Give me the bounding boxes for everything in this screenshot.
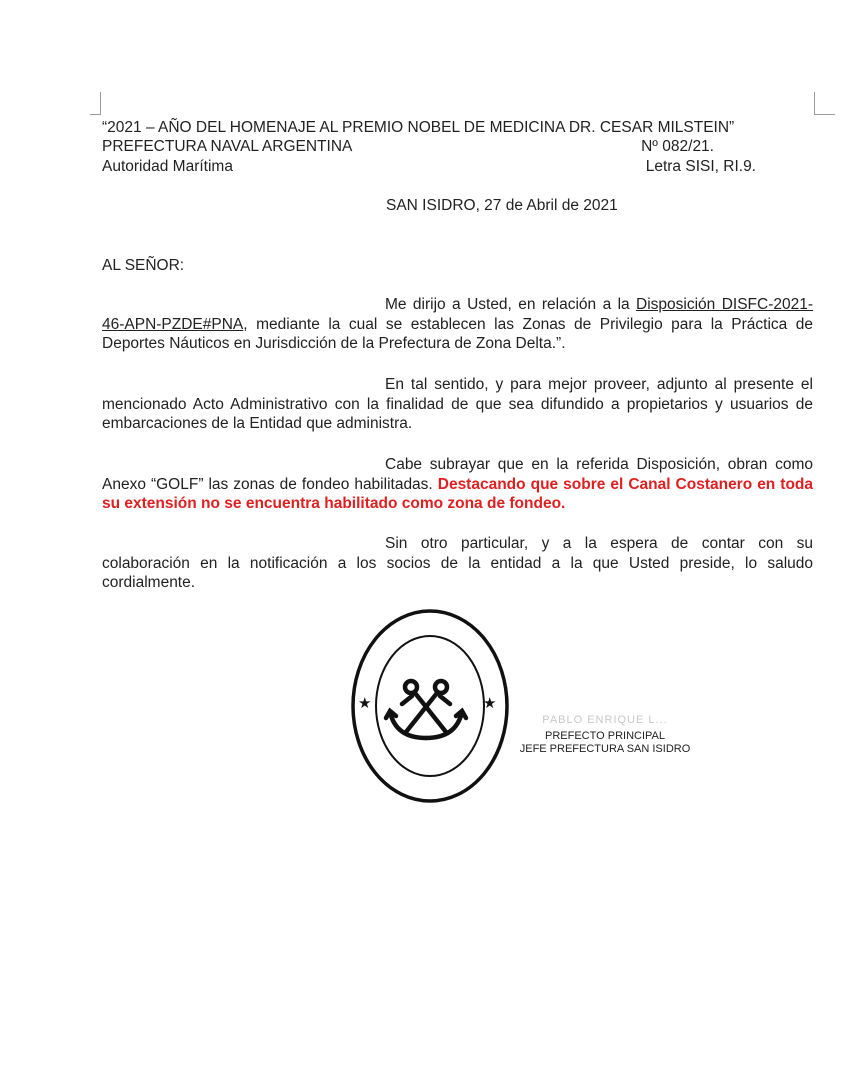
paragraph-3-text: Cabe subrayar que en la referida Disposición, obran como Anexo “GOLF” las zonas de fondeo habilitadas. — [102, 456, 813, 493]
header-institution-row — [102, 137, 762, 156]
signer-position: JEFE PREFECTURA SAN ISIDRO — [519, 743, 691, 755]
authority-label: Autoridad Marítima — [102, 158, 233, 175]
disposition-link[interactable]: Disposición DISFC-2021-46-APN-PZDE#PNA — [102, 296, 814, 333]
paragraph-1 — [102, 295, 813, 354]
crossed-anchors-icon — [386, 681, 466, 738]
signer-name: PABLO ENRIQUE L... — [542, 714, 668, 726]
paragraph-3 — [102, 455, 813, 514]
date-line: SAN ISIDRO, 27 de Abril de 2021 — [386, 197, 618, 214]
header-motto: “2021 – AÑO DEL HOMENAJE AL PREMIO NOBEL DE MEDICINA DR. CESAR MILSTEIN” — [102, 119, 735, 136]
paragraph-1-intro: Me dirijo a Usted, en relación a la — [385, 296, 637, 313]
institution-name: PREFECTURA NAVAL ARGENTINA — [102, 138, 353, 155]
signer-rank: PREFECTO PRINCIPAL — [544, 730, 665, 742]
paragraph-3-highlight: Destacando que sobre el Canal Costanero en toda su extensión no se encuentra habilitado como zona de fondeo. — [102, 475, 813, 512]
crop-mark-top-right — [814, 92, 835, 115]
paragraph-4 — [102, 534, 813, 593]
header-authority-row — [102, 157, 756, 176]
crop-mark-top-left — [90, 92, 101, 115]
official-seal — [350, 608, 510, 809]
seal-star-left: ★ — [358, 695, 372, 712]
paragraph-2-text: En tal sentido, y para mejor proveer, adjunto al presente el mencionado Acto Administrativo con la finalidad de que sea difundido a propietarios y usuarios de embarcaciones de la Entidad que administra. — [102, 376, 813, 432]
letter-reference: Letra SISI, RI.9. — [645, 158, 756, 175]
paragraph-4-text: Sin otro particular, y a la espera de contar con su colaboración en la notificación a los socios de la entidad a la que Usted preside, lo saludo cordialmente. — [102, 535, 813, 591]
addressee: AL SEÑOR: — [102, 257, 185, 274]
paragraph-2 — [102, 375, 813, 434]
seal-star-right: ★ — [483, 695, 497, 712]
document-number: Nº 082/21. — [641, 138, 714, 155]
paragraph-1-rest: , mediante la cual se establecen las Zonas de Privilegio para la Práctica de Deportes Náuticos en Jurisdicción de la Prefectura de Zona Delta.”. — [102, 315, 813, 352]
